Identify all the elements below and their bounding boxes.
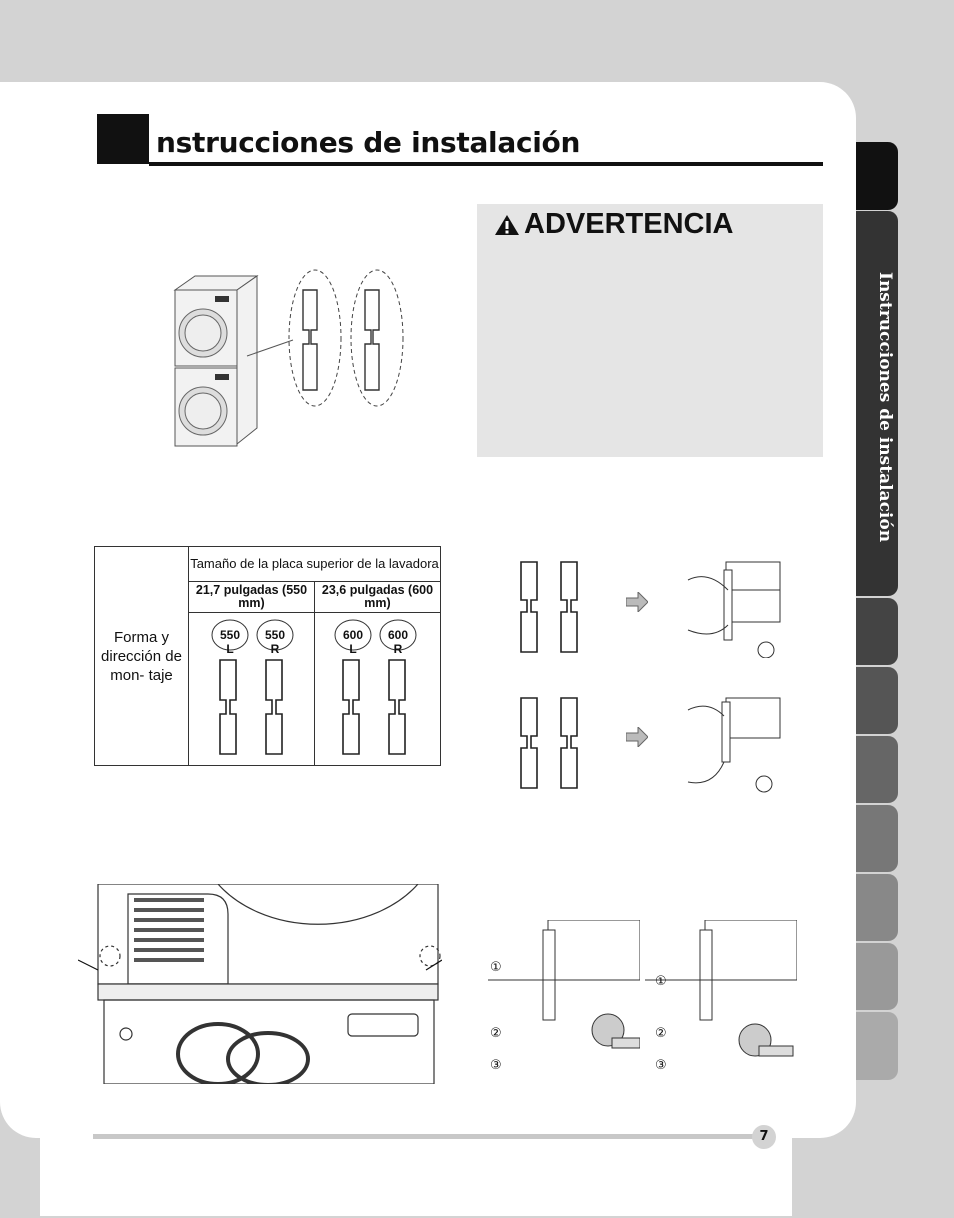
title-block (97, 114, 149, 164)
footer-rule (93, 1134, 753, 1139)
side-tab-4[interactable] (856, 667, 898, 734)
title-rule (149, 162, 823, 166)
side-tab-6[interactable] (856, 805, 898, 872)
badge-600-l: 600 L (342, 628, 364, 656)
callout-2-left: ② (490, 1026, 502, 1041)
callout-1-left: ① (490, 960, 502, 975)
detail-photo-left (488, 920, 640, 1066)
side-tab-5[interactable] (856, 736, 898, 803)
side-tab-9[interactable] (856, 1012, 898, 1080)
stacked-units-illustration (165, 268, 405, 458)
side-tab-label: Instrucciones de instalación (875, 272, 895, 543)
col-550: 21,7 pulgadas (550 mm) (189, 582, 315, 613)
callout-3-left: ③ (490, 1058, 502, 1073)
row-label: Forma y dirección de mon- taje (95, 547, 189, 766)
page-title: nstrucciones de instalación (156, 126, 581, 159)
mount-step-photo-bottom (686, 696, 782, 794)
warning-box (477, 204, 823, 457)
rear-view-illustration (78, 884, 442, 1084)
warning-triangle-icon (494, 213, 520, 237)
callout-3-right: ③ (655, 1058, 667, 1073)
warning-title-text: ADVERTENCIA (524, 208, 734, 240)
detail-photo-right (645, 920, 797, 1066)
mount-step-photo-top (686, 560, 782, 658)
bracket-pair-top (515, 558, 595, 658)
warning-title (494, 208, 733, 241)
badge-550-l: 550 L (219, 628, 241, 656)
side-tab-8[interactable] (856, 943, 898, 1010)
side-tab-1[interactable] (856, 142, 898, 210)
page-number: 7 (752, 1125, 776, 1149)
col-600: 23,6 pulgadas (600 mm) (315, 582, 441, 613)
side-tab-7[interactable] (856, 874, 898, 941)
side-tab-3[interactable] (856, 598, 898, 665)
table-header: Tamaño de la placa superior de la lavadora (189, 547, 441, 582)
badge-600-r: 600 R (387, 628, 409, 656)
arrow-right-icon (626, 727, 648, 747)
callout-1-right: ① (655, 974, 667, 989)
arrow-right-icon (626, 592, 648, 612)
bracket-pair-bottom (515, 694, 595, 794)
callout-2-right: ② (655, 1026, 667, 1041)
badge-550-r: 550 R (264, 628, 286, 656)
